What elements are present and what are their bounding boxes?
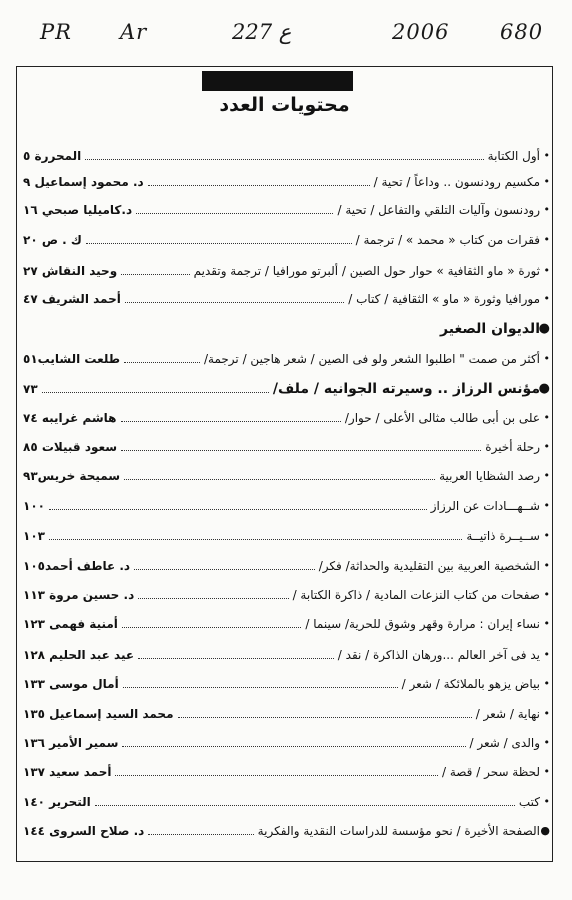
bullet-icon: • [543, 149, 550, 162]
toc-entry [17, 465, 552, 487]
bullet-icon: • [543, 617, 550, 630]
toc-entry-author-page: د. محمود إسماعيل ٩ [23, 175, 144, 189]
bullet-icon: • [543, 411, 550, 424]
toc-entry-author-page: ٧٣ [23, 382, 38, 396]
toc-entry [17, 288, 552, 310]
bullet-icon: • [543, 175, 550, 188]
contents-list [17, 67, 552, 861]
bullet-icon: ● [538, 321, 550, 336]
toc-entry-author-page: أحمد الشريف ٤٧ [23, 292, 121, 306]
toc-entry [17, 407, 552, 429]
toc-entry-author-page: المحررة ٥ [23, 149, 82, 163]
bullet-icon: • [543, 264, 550, 277]
dotted-leader [124, 362, 200, 363]
toc-entry [17, 761, 552, 783]
dotted-leader [125, 302, 344, 303]
bullet-icon: • [543, 795, 550, 808]
toc-entry [17, 495, 552, 517]
toc-entry-author-page: عيد عبد الحليم ١٢٨ [23, 648, 135, 662]
toc-entry-title: والدى / شعر / [469, 736, 540, 750]
toc-entry [17, 644, 552, 666]
toc-entry-author-page: وحيد النقاش ٢٧ [23, 264, 118, 278]
toc-entry-author-page: أمال موسى ١٣٣ [23, 677, 119, 691]
toc-entry-title: مؤنس الرزاز .. وسيرته الجوانيه / ملف/ [272, 381, 540, 397]
toc-entry-author-page: د. صلاح السروى ١٤٤ [23, 824, 145, 838]
bullet-icon: • [543, 648, 550, 661]
toc-entry-title: يد فى آخر العالم ...ورهان الذاكرة / نقد / [337, 648, 540, 662]
bullet-icon: • [543, 588, 550, 601]
toc-entry-title: الديوان الصغير [440, 321, 540, 337]
dotted-leader [123, 687, 398, 688]
toc-entry [17, 378, 552, 400]
toc-entry-author-page: سعود قبيلات ٨٥ [23, 440, 118, 454]
toc-entry-author-page: د. حسين مروة ١١٣ [23, 588, 135, 602]
toc-entry-author-page: سميحة خريس٩٣ [23, 469, 121, 483]
dotted-leader [134, 569, 315, 570]
toc-entry-title: نساء إيران : مرارة وقهر وشوق للحرية/ سينما / [305, 617, 540, 631]
toc-entry-title: رودنسون وآليات التلقي والتفاعل / تحية / [337, 203, 540, 217]
toc-entry-title: الشخصية العربية بين التقليدية والحداثة/ فكر/ [318, 559, 540, 573]
bullet-icon: • [543, 765, 550, 778]
bullet-icon: • [543, 292, 550, 305]
bullet-icon: • [543, 352, 550, 365]
bullet-icon: • [543, 469, 550, 482]
toc-entry [17, 613, 552, 635]
toc-entry-title: بياض يزهو بالملائكة / شعر / [401, 677, 540, 691]
toc-entry-author-page: أمنية فهمى ١٢٣ [23, 617, 118, 631]
dotted-leader [136, 213, 333, 214]
toc-entry-author-page: ١٠٠ [23, 499, 45, 513]
toc-entry-title: فقرات من كتاب « محمد » / ترجمة / [355, 233, 540, 247]
dotted-leader [121, 421, 341, 422]
toc-entry [17, 199, 552, 221]
bullet-icon: • [543, 707, 550, 720]
toc-entry-title: رحلة أخيرة [485, 440, 540, 454]
toc-entry-title: مورافيا وثورة « ماو » الثقافية / كتاب / [348, 292, 540, 306]
toc-entry-title: الصفحة الأخيرة / نحو مؤسسة للدراسات النقدية والفكرية [257, 824, 540, 838]
toc-entry [17, 555, 552, 577]
toc-entry [17, 145, 552, 167]
toc-entry-author-page: سمير الأمير ١٣٦ [23, 736, 119, 750]
dotted-leader [49, 509, 427, 510]
dotted-leader [42, 392, 269, 393]
dotted-leader [49, 539, 462, 540]
handwritten-code-1: PR [40, 20, 72, 44]
dotted-leader [138, 598, 289, 599]
toc-entry-title: صفحات من كتاب النزعات المادية / ذاكرة الكتابة / [292, 588, 540, 602]
bullet-icon: • [543, 440, 550, 453]
toc-entry-author-page: هاشم غرايبه ٧٤ [23, 411, 117, 425]
page-title: محتويات العدد [219, 94, 350, 116]
toc-entry-title: لحظة سحر / قصة / [441, 765, 540, 779]
dotted-leader [95, 805, 515, 806]
toc-entry-title: شــهـــادات عن الرزاز [430, 499, 540, 513]
toc-entry [17, 732, 552, 754]
bullet-icon: • [543, 677, 550, 690]
dotted-leader [148, 834, 254, 835]
dotted-leader [115, 775, 438, 776]
handwritten-code-2: Ar [120, 20, 148, 44]
toc-entry-author-page: أحمد سعيد ١٣٧ [23, 765, 112, 779]
toc-entry [17, 318, 552, 340]
toc-entry [17, 703, 552, 725]
toc-entry [17, 673, 552, 695]
toc-entry-title: مكسيم رودنسون .. وداعاً / تحية / [373, 175, 540, 189]
contents-frame [16, 66, 553, 862]
toc-entry [17, 584, 552, 606]
bullet-icon: • [543, 203, 550, 216]
toc-entry-title: ثورة « ماو الثقافية » حوار حول الصين / ألبرتو مورافيا / ترجمة وتقديم [193, 264, 540, 278]
bullet-icon: ● [538, 381, 550, 396]
handwritten-issue-number: 227 ع [232, 20, 292, 44]
toc-entry [17, 229, 552, 251]
toc-entry [17, 820, 552, 842]
dotted-leader [148, 185, 370, 186]
toc-entry-title: نهاية / شعر / [475, 707, 540, 721]
dotted-leader [122, 627, 301, 628]
toc-entry-author-page: محمد السيد إسماعيل ١٣٥ [23, 707, 174, 721]
toc-entry-author-page: ١٠٣ [23, 529, 45, 543]
toc-entry [17, 171, 552, 193]
handwritten-code-3: 680 [500, 20, 544, 44]
toc-entry-title: كتب [518, 795, 540, 809]
dotted-leader [124, 479, 435, 480]
bullet-icon: • [543, 529, 550, 542]
toc-entry-author-page: د.كاميليا صبحي ١٦ [23, 203, 133, 217]
bullet-icon: • [543, 233, 550, 246]
bullet-icon: • [543, 499, 550, 512]
toc-entry [17, 348, 552, 370]
handwritten-year: 2006 [392, 20, 450, 44]
toc-entry-title: أول الكتابة [487, 149, 540, 163]
dotted-leader [122, 746, 466, 747]
toc-entry-title: ســيــرة ذاتيــة [466, 529, 540, 543]
dotted-leader [178, 717, 472, 718]
toc-entry-author-page: التحرير ١٤٠ [23, 795, 91, 809]
dotted-leader [121, 450, 481, 451]
toc-entry [17, 260, 552, 282]
toc-entry-title: رصد الشظايا العربية [439, 469, 540, 483]
bullet-icon: • [543, 736, 550, 749]
toc-entry-author-page: ك . ص ٢٠ [23, 233, 82, 247]
bullet-icon: • [543, 559, 550, 572]
toc-entry [17, 525, 552, 547]
bullet-icon: ● [540, 824, 550, 837]
dotted-leader [86, 243, 352, 244]
toc-entry-author-page: د. عاطف أحمد١٠٥ [23, 559, 131, 573]
dotted-leader [138, 658, 334, 659]
dotted-leader [85, 159, 484, 160]
toc-entry [17, 436, 552, 458]
toc-entry-title: أكثر من صمت " اطلبوا الشعر ولو فى الصين / شعر هاجين / ترجمة/ [203, 352, 540, 366]
toc-entry-title: على بن أبى طالب مثالى الأعلى / حوار/ [344, 411, 540, 425]
toc-entry-author-page: طلعت الشايب٥١ [23, 352, 121, 366]
dotted-leader [121, 274, 190, 275]
toc-entry [17, 791, 552, 813]
